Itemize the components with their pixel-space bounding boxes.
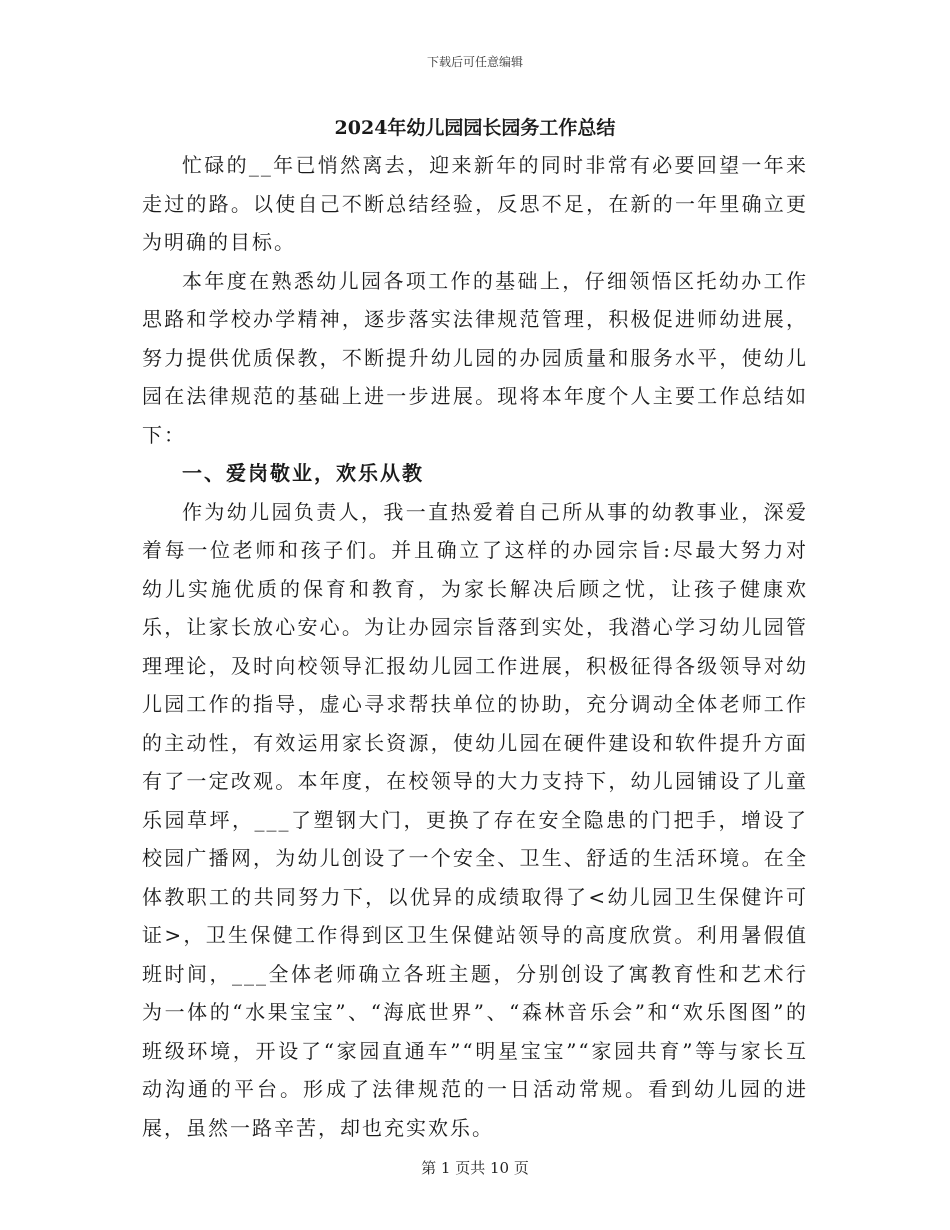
paragraph-overview: 本年度在熟悉幼儿园各项工作的基础上，仔细领悟区托幼办工作思路和学校办学精神，逐步落实法律规范管理，积极促进师幼进展，努力提供优质保教，不断提升幼儿园的办园质量和服务水平，使幼儿园在法律规范的基础上进一步进展。现将本年度个人主要工作总结如下：	[142, 268, 808, 447]
paragraph-intro: 忙碌的__年已悄然离去，迎来新年的同时非常有必要回望一年来走过的路。以使自己不断总结经验，反思不足，在新的一年里确立更为明确的目标。	[142, 153, 808, 254]
document-title: 2024年幼儿园园长园务工作总结	[334, 117, 616, 139]
document-body	[142, 146, 808, 1147]
section-heading-1: 一、爱岗敬业，欢乐从教	[182, 461, 424, 485]
header-note: 下载后可任意编辑	[426, 55, 523, 69]
paragraph-section-1: 作为幼儿园负责人，我一直热爱着自己所从事的幼教事业，深爱着每一位老师和孩子们。并且确立了这样的办园宗旨:尽最大努力对幼儿实施优质的保育和教育，为家长解决后顾之忧，让孩子健康欢乐，让家长放心安心。为让办园宗旨落到实处，我潜心学习幼儿园管理理论，及时向校领导汇报幼儿园工作进展，积极征得各级领导对幼儿园工作的指导，虚心寻求帮扶单位的协助，充分调动全体老师工作的主动性，有效运用家长资源，使幼儿园在硬件建设和软件提升方面有了一定改观。本年度，在校领导的大力支持下，幼儿园铺设了儿童乐园草坪，___了塑钢大门，更换了存在安全隐患的门把手，增设了校园广播网，为幼儿创设了一个安全、卫生、舒适的生活环境。在全体教职工的共同努力下，以优异的成绩取得了<幼儿园卫生保健许可证>，卫生保健工作得到区卫生保健站领导的高度欣赏。利用暑假值班时间，___全体老师确立各班主题，分别创设了寓教育性和艺术行为一体的“水果宝宝”、“海底世界”、“森林音乐会”和“欢乐图图”的班级环境，开设了“家园直通车”“明星宝宝”“家园共育”等与家长互动沟通的平台。形成了法律规范的一日活动常规。看到幼儿园的进展，虽然一路辛苦，却也充实欢乐。	[142, 499, 808, 1140]
page-footer: 第 1 页共 10 页	[421, 1159, 529, 1177]
